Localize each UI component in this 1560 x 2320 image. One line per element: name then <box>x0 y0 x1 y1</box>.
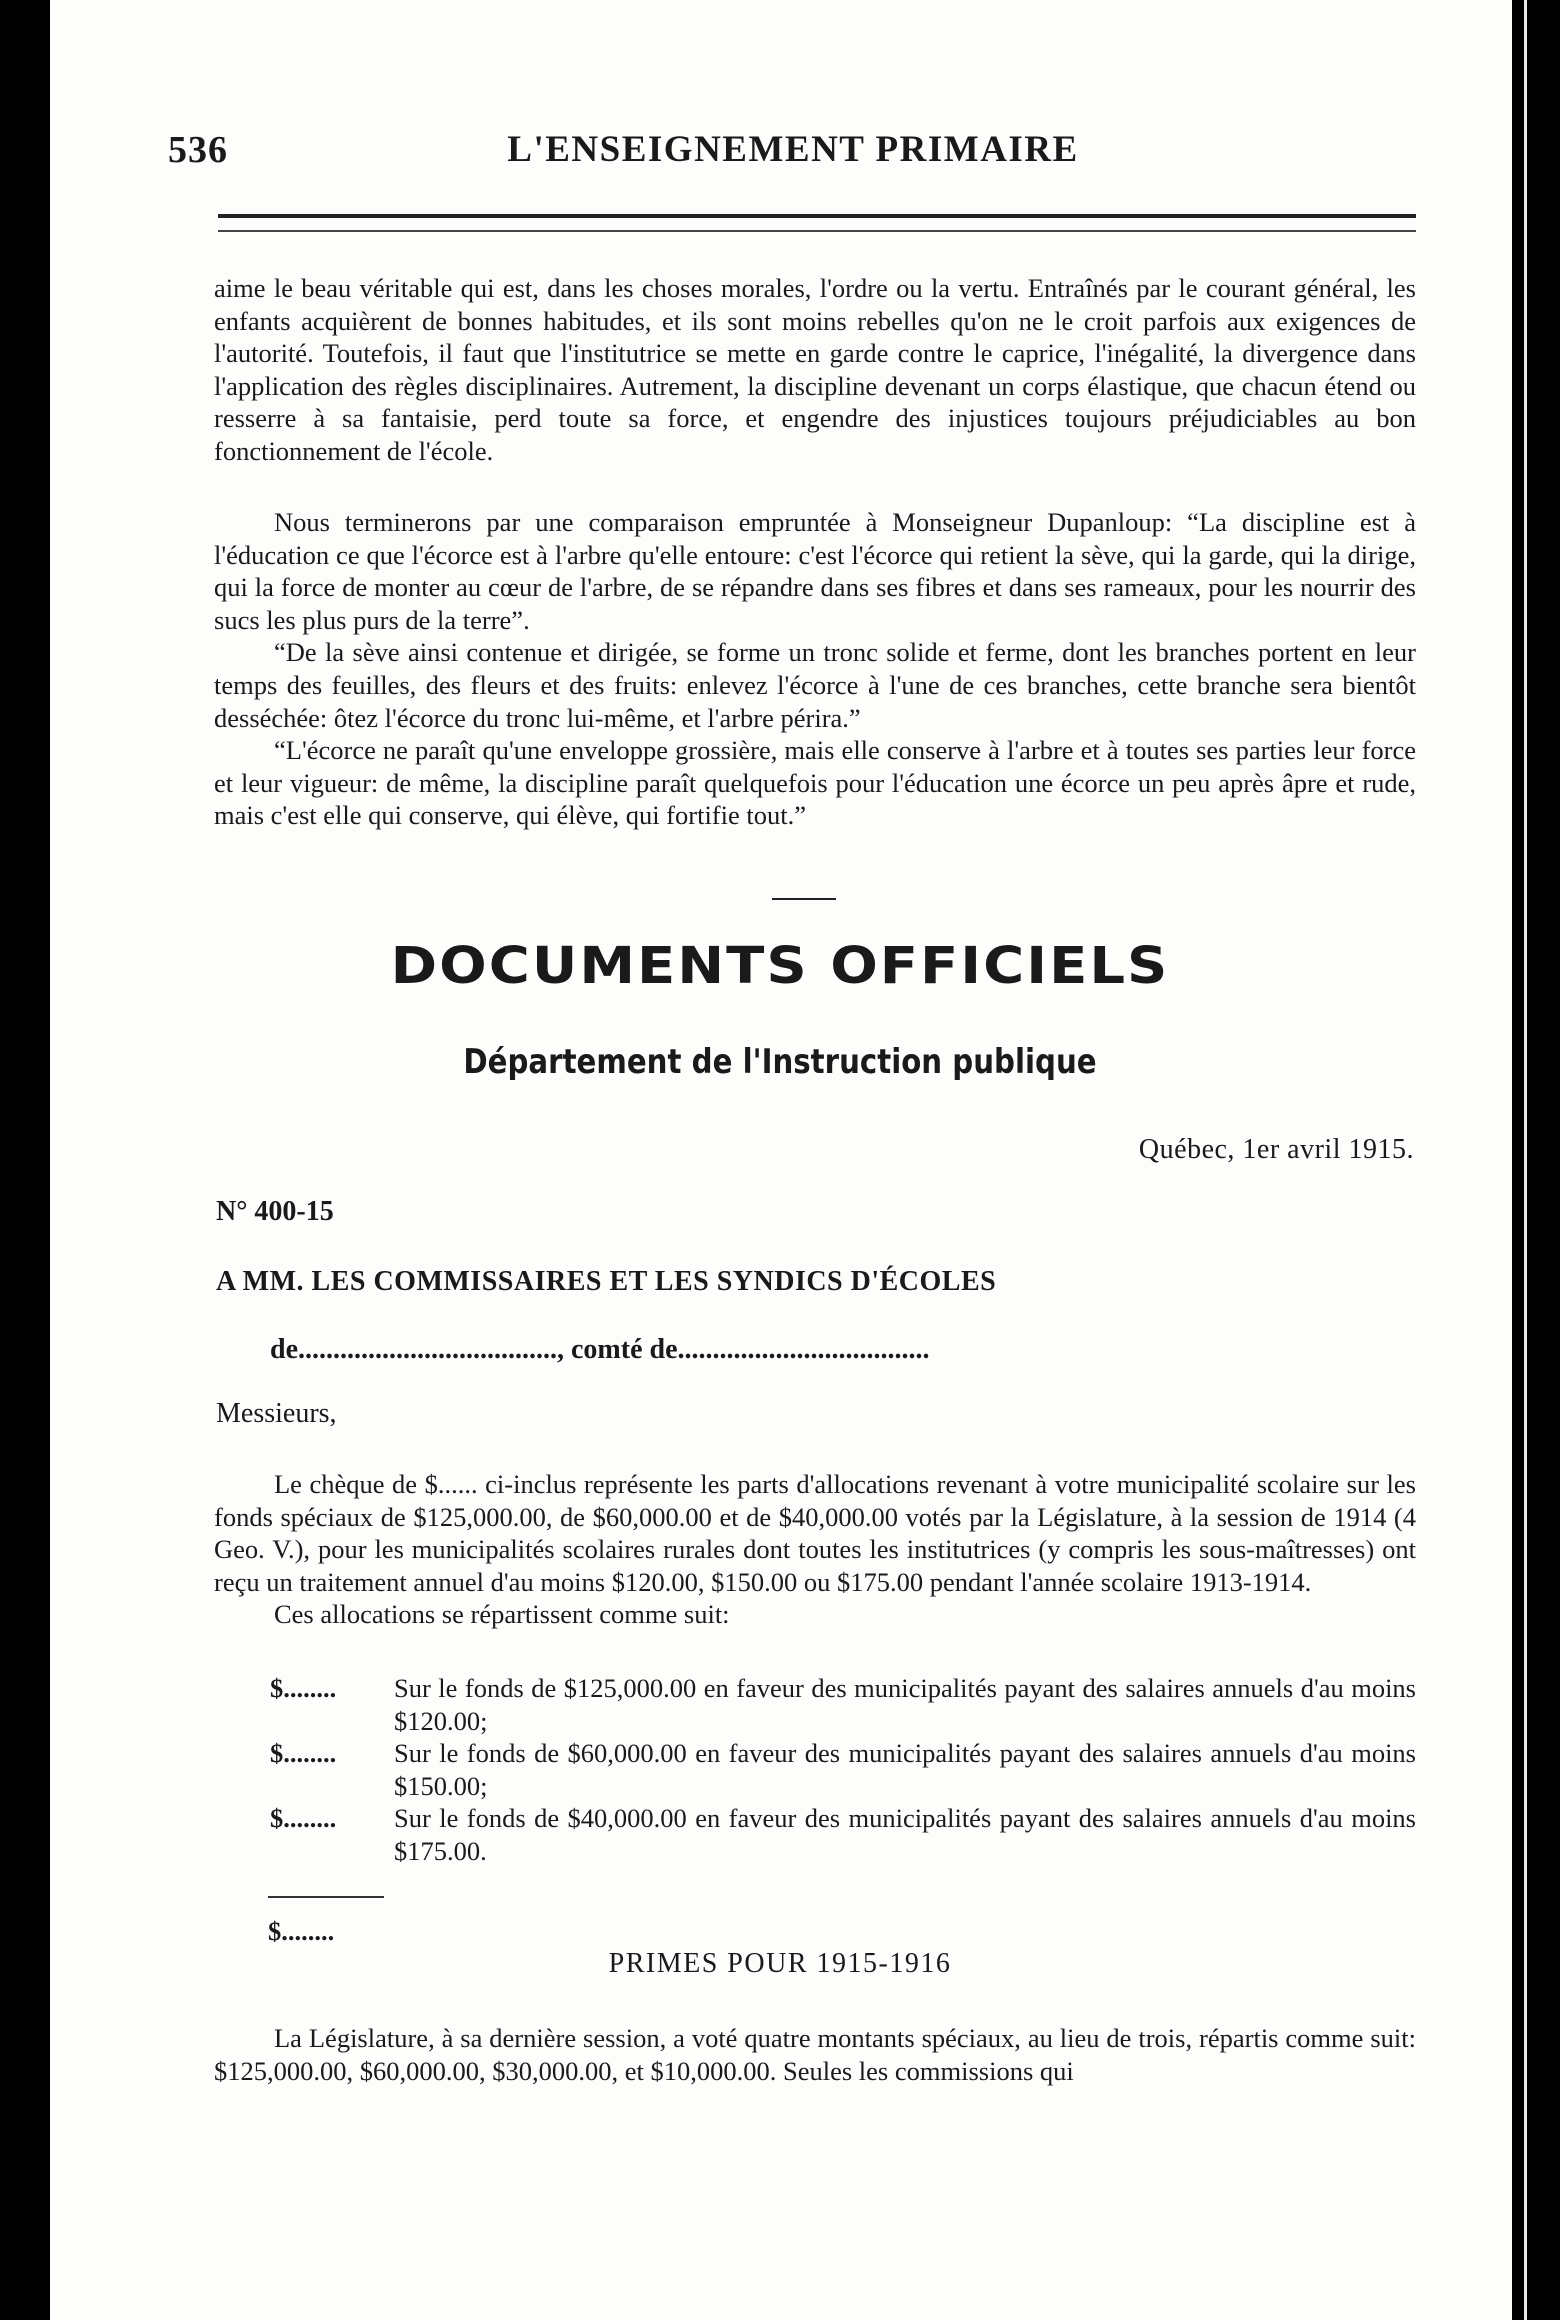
section-title: DOCUMENTS OFFICIELS <box>390 937 1170 996</box>
allocation-text: Sur le fonds de $40,000.00 en faveur des municipalités payant des salaires annuels d'au moins $175.00. <box>394 1803 1416 1866</box>
page-header <box>168 128 1418 178</box>
paragraph: aime le beau véritable qui est, dans les choses morales, l'ordre ou la vertu. Entraînés par le courant général, les enfants acquièrent de bonnes habitudes, et ils sont moins rebelles qu'on ne le croit parfois aux exigences de l'autorité. Toutefois, il faut que l'institutrice se mette en garde contre le caprice, l'inégalité, la divergence dans l'application des règles disciplinaires. Autrement, la discipline devenant un corps élastique, que chacun étend ou resserre à sa fantaisie, perd toute sa force, et engendre des injustices toujours préjudiciables au bon fonctionnement de l'école. <box>214 273 1416 466</box>
allocation-item <box>214 1802 1416 1867</box>
article-conclusion <box>214 506 1416 832</box>
total-rule <box>268 1896 384 1898</box>
allocation-item <box>214 1737 1416 1802</box>
paragraph: Ces allocations se répartissent comme suit: <box>274 1599 730 1630</box>
allocation-text: Sur le fonds de $125,000.00 en faveur des municipalités payant des salaires annuels d'au moins $120.00; <box>394 1673 1416 1736</box>
total-amount: $........ <box>268 1916 335 1946</box>
header-rule <box>218 214 1416 232</box>
form-line: de....................................., comté de.................................... <box>270 1334 930 1365</box>
dateline: Québec, 1er avril 1915. <box>1138 1134 1414 1165</box>
letter-body <box>214 1468 1416 1631</box>
allocation-text: Sur le fonds de $60,000.00 en faveur des municipalités payant des salaires annuels d'au moins $150.00; <box>394 1738 1416 1801</box>
paragraph: La Législature, à sa dernière session, a voté quatre montants spéciaux, au lieu de trois, répartis comme suit: $125,000.00, $60,000.00, $30,000.00, et $10,000.00. Seules les commissions qui <box>214 2023 1416 2086</box>
addressee: A MM. LES COMMISSAIRES ET LES SYNDICS D'ÉCOLES <box>216 1266 997 1297</box>
paragraph: Le chèque de $...... ci-inclus représente les parts d'allocations revenant à votre municipalité scolaire sur les fonds spéciaux de $125,000.00, de $60,000.00 et de $40,000.00 votés par la Législature, à la session de 1914 (4 Geo. V.), pour les municipalités scolaires rurales dont toutes les institutrices (y compris les sous-maîtresses) ont reçu un traitement annuel d'au moins $120.00, $150.00 ou $175.00 pendant l'année scolaire 1913-1914. <box>214 1469 1416 1597</box>
allocation-amount: $........ <box>270 1738 337 1769</box>
salutation: Messieurs, <box>216 1398 337 1429</box>
allocation-amount: $........ <box>270 1673 337 1703</box>
running-title: L'ENSEIGNEMENT PRIMAIRE <box>507 129 1079 170</box>
paragraph: Nous terminerons par une comparaison empruntée à Monseigneur Dupanloup: “La discipline est à l'éducation ce que l'écorce est à l'arbre qu'elle entoure: c'est l'écorce qui retient la sève, qui la garde, qui la dirige, qui la force de monter au cœur de l'arbre, de se répandre dans ses fibres et dans ses rameaux, pour les nourrir des sucs les plus purs de la terre”. <box>214 507 1416 635</box>
primes-section <box>214 2022 1416 2087</box>
primes-heading: PRIMES POUR 1915-1916 <box>608 1948 952 1979</box>
paragraph: “De la sève ainsi contenue et dirigée, se forme un tronc solide et ferme, dont les branches portent en leur temps des feuilles, des fleurs et des fruits: enlevez l'écorce à l'une de ces branches, cette branche sera bientôt desséchée: ôtez l'écorce du tronc lui-même, et l'arbre périra.” <box>214 637 1416 733</box>
allocation-list <box>214 1672 1416 1868</box>
article-continuation <box>214 272 1416 468</box>
allocation-item <box>214 1672 1416 1737</box>
section-divider <box>772 898 836 900</box>
department-title: Département de l'Instruction publique <box>463 1042 1097 1082</box>
paragraph: “L'écorce ne paraît qu'une enveloppe grossière, mais elle conserve à l'arbre et à toutes ses parties leur force et leur vigueur: de même, la discipline paraît quelquefois pour l'éducation une écorce un peu après âpre et rude, mais c'est elle qui conserve, qui élève, qui fortifie tout.” <box>214 735 1416 831</box>
page-number: 536 <box>168 129 228 171</box>
allocation-amount: $........ <box>270 1803 337 1834</box>
reference-number: N° 400-15 <box>216 1196 334 1227</box>
